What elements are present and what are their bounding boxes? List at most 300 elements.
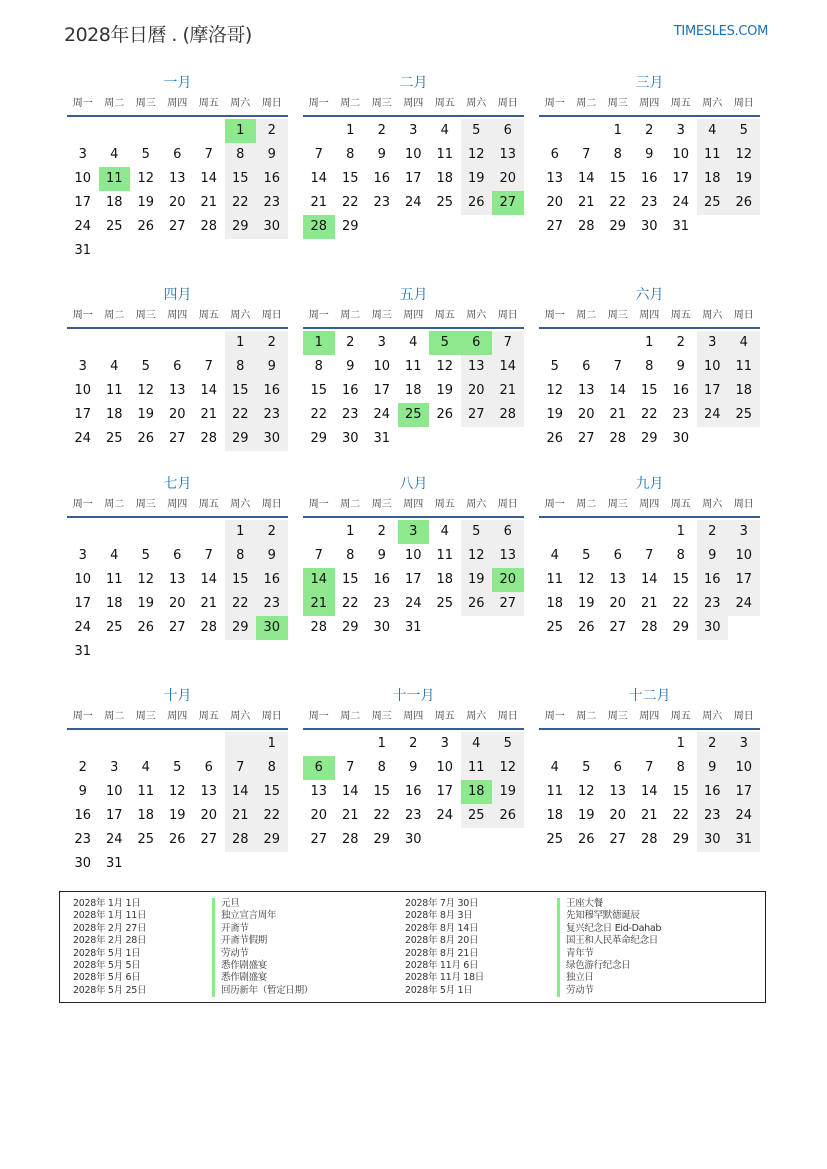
empty-cell xyxy=(571,119,603,143)
empty-cell xyxy=(539,520,571,544)
day-cell: 22 xyxy=(609,195,627,210)
day-cell: 13 xyxy=(168,572,186,587)
day-cell: 19 xyxy=(577,596,595,611)
weekday-label: 周五 xyxy=(434,499,455,510)
holiday-name: 绿色游行纪念日 xyxy=(557,960,661,972)
weekday-label: 周五 xyxy=(434,711,455,722)
day-cell: 1 xyxy=(346,524,355,539)
day-cell: 1 xyxy=(645,335,654,350)
holiday-date: 2028年 8月 21日 xyxy=(405,947,479,959)
day-cell: 7 xyxy=(645,760,654,775)
day-cell: 15 xyxy=(672,572,690,587)
day-grid xyxy=(303,331,524,451)
legend-dates-left xyxy=(73,898,146,997)
day-grid xyxy=(539,732,760,852)
weekday-header xyxy=(67,93,288,117)
day-cell: 31 xyxy=(105,856,123,871)
day-cell: 3 xyxy=(728,520,760,544)
day-cell: 3 xyxy=(377,335,386,350)
holiday-day-cell: 6 xyxy=(461,331,493,355)
day-cell: 29 xyxy=(225,616,257,640)
weekday-label: 周一 xyxy=(72,310,93,321)
day-cell: 16 xyxy=(640,171,658,186)
day-cell: 29 xyxy=(672,832,690,847)
day-cell: 24 xyxy=(728,804,760,828)
legend-dates-right xyxy=(405,898,484,997)
weekday-label: 周日 xyxy=(497,499,518,510)
day-cell: 9 xyxy=(346,359,355,374)
weekday-label: 周二 xyxy=(576,98,597,109)
day-cell: 22 xyxy=(225,592,257,616)
day-cell: 26 xyxy=(546,431,564,446)
day-cell: 4 xyxy=(110,147,119,162)
weekday-label: 周三 xyxy=(607,499,628,510)
holiday-name: 元旦 xyxy=(212,898,313,910)
day-cell: 19 xyxy=(137,407,155,422)
day-cell: 25 xyxy=(546,620,564,635)
day-cell: 21 xyxy=(609,407,627,422)
weekday-label: 周五 xyxy=(670,711,691,722)
holiday-day-cell: 3 xyxy=(398,520,430,544)
empty-cell xyxy=(539,119,571,143)
day-cell: 9 xyxy=(256,143,288,167)
weekday-label: 周一 xyxy=(544,310,565,321)
day-cell: 27 xyxy=(168,431,186,446)
month-3 xyxy=(539,73,760,239)
day-cell: 17 xyxy=(404,572,422,587)
day-cell: 26 xyxy=(137,431,155,446)
day-cell: 2 xyxy=(409,736,418,751)
empty-cell xyxy=(571,732,603,756)
day-cell: 29 xyxy=(341,219,359,234)
day-cell: 12 xyxy=(461,544,493,568)
day-cell: 31 xyxy=(404,620,422,635)
day-cell: 17 xyxy=(672,171,690,186)
weekday-label: 周六 xyxy=(466,711,487,722)
day-grid xyxy=(303,732,524,852)
day-cell: 17 xyxy=(74,195,92,210)
day-cell: 11 xyxy=(404,359,422,374)
day-cell: 28 xyxy=(640,832,658,847)
day-cell: 2 xyxy=(645,123,654,138)
weekday-label: 周三 xyxy=(135,310,156,321)
weekday-label: 周日 xyxy=(261,98,282,109)
day-cell: 29 xyxy=(310,431,328,446)
day-cell: 4 xyxy=(141,760,150,775)
empty-cell xyxy=(67,331,99,355)
month-6 xyxy=(539,285,760,451)
day-cell: 18 xyxy=(105,596,123,611)
day-cell: 10 xyxy=(404,147,422,162)
day-cell: 31 xyxy=(74,243,92,258)
day-cell: 5 xyxy=(550,359,559,374)
day-cell: 24 xyxy=(404,195,422,210)
day-cell: 24 xyxy=(672,195,690,210)
weekday-header xyxy=(303,706,524,730)
day-cell: 27 xyxy=(492,592,524,616)
day-grid xyxy=(539,331,760,451)
day-cell: 22 xyxy=(341,596,359,611)
day-cell: 22 xyxy=(310,407,328,422)
day-cell: 10 xyxy=(697,355,729,379)
day-cell: 8 xyxy=(346,548,355,563)
legend-names-right xyxy=(557,898,661,997)
month-11 xyxy=(303,686,524,852)
day-cell: 1 xyxy=(256,732,288,756)
day-grid xyxy=(67,119,288,263)
day-cell: 20 xyxy=(609,596,627,611)
day-cell: 25 xyxy=(461,804,493,828)
empty-cell xyxy=(602,520,634,544)
day-cell: 26 xyxy=(577,832,595,847)
day-cell: 24 xyxy=(728,592,760,616)
weekday-label: 周四 xyxy=(403,98,424,109)
day-cell: 18 xyxy=(436,171,454,186)
holiday-date: 2028年 11月 6日 xyxy=(405,959,479,971)
holiday-date: 2028年 5月 25日 xyxy=(73,984,147,996)
day-cell: 17 xyxy=(74,596,92,611)
day-cell: 22 xyxy=(640,407,658,422)
weekday-header xyxy=(67,305,288,329)
weekday-label: 周四 xyxy=(167,98,188,109)
empty-cell xyxy=(634,732,666,756)
month-4 xyxy=(67,285,288,451)
day-cell: 20 xyxy=(577,407,595,422)
day-cell: 14 xyxy=(310,171,328,186)
weekday-label: 周三 xyxy=(607,310,628,321)
day-cell: 13 xyxy=(461,355,493,379)
day-cell: 29 xyxy=(225,215,257,239)
day-cell: 18 xyxy=(105,195,123,210)
day-cell: 28 xyxy=(200,620,218,635)
day-cell: 8 xyxy=(225,355,257,379)
holiday-name: 开斋节假期 xyxy=(212,935,313,947)
day-cell: 17 xyxy=(697,379,729,403)
day-cell: 5 xyxy=(141,359,150,374)
day-cell: 25 xyxy=(105,219,123,234)
day-cell: 17 xyxy=(404,171,422,186)
day-cell: 19 xyxy=(137,596,155,611)
month-name: 三月 xyxy=(635,75,664,91)
day-cell: 11 xyxy=(436,147,454,162)
day-cell: 23 xyxy=(256,191,288,215)
weekday-header xyxy=(303,93,524,117)
weekday-label: 周一 xyxy=(72,499,93,510)
holiday-name: 先知穆罕默德诞辰 xyxy=(557,910,661,922)
holiday-name: 国王和人民革命纪念日 xyxy=(557,935,661,947)
holiday-name: 独立宣言周年 xyxy=(212,910,313,922)
holiday-day-cell: 18 xyxy=(461,780,493,804)
weekday-label: 周四 xyxy=(639,98,660,109)
day-cell: 8 xyxy=(613,147,622,162)
day-cell: 23 xyxy=(74,832,92,847)
day-cell: 29 xyxy=(640,431,658,446)
day-cell: 25 xyxy=(105,620,123,635)
day-cell: 8 xyxy=(645,359,654,374)
day-cell: 13 xyxy=(168,171,186,186)
day-cell: 19 xyxy=(728,167,760,191)
weekday-label: 周日 xyxy=(733,499,754,510)
empty-cell xyxy=(193,732,225,756)
empty-cell xyxy=(99,520,131,544)
day-cell: 28 xyxy=(200,431,218,446)
day-cell: 7 xyxy=(204,548,213,563)
day-cell: 23 xyxy=(697,804,729,828)
month-name: 一月 xyxy=(163,75,192,91)
weekday-label: 周二 xyxy=(576,499,597,510)
weekday-label: 周四 xyxy=(167,499,188,510)
weekday-label: 周四 xyxy=(639,310,660,321)
empty-cell xyxy=(130,732,162,756)
day-cell: 6 xyxy=(550,147,559,162)
empty-cell xyxy=(193,331,225,355)
day-cell: 20 xyxy=(200,808,218,823)
day-cell: 3 xyxy=(409,123,418,138)
day-cell: 2 xyxy=(377,123,386,138)
weekday-label: 周三 xyxy=(371,499,392,510)
day-cell: 31 xyxy=(74,644,92,659)
day-cell: 29 xyxy=(256,828,288,852)
day-cell: 4 xyxy=(550,548,559,563)
day-cell: 18 xyxy=(546,596,564,611)
holiday-day-cell: 30 xyxy=(256,616,288,640)
day-cell: 11 xyxy=(546,572,564,587)
day-cell: 20 xyxy=(461,379,493,403)
day-cell: 13 xyxy=(168,383,186,398)
day-cell: 29 xyxy=(225,427,257,451)
day-cell: 2 xyxy=(676,335,685,350)
day-cell: 13 xyxy=(200,784,218,799)
weekday-label: 周五 xyxy=(198,310,219,321)
day-cell: 16 xyxy=(373,171,391,186)
day-cell: 4 xyxy=(409,335,418,350)
day-cell: 13 xyxy=(609,784,627,799)
day-cell: 20 xyxy=(310,808,328,823)
day-cell: 22 xyxy=(373,808,391,823)
legend-names-left xyxy=(212,898,313,997)
day-cell: 11 xyxy=(546,784,564,799)
day-cell: 25 xyxy=(436,596,454,611)
weekday-label: 周四 xyxy=(167,711,188,722)
day-cell: 8 xyxy=(256,756,288,780)
day-cell: 26 xyxy=(168,832,186,847)
day-cell: 1 xyxy=(676,524,685,539)
day-cell: 14 xyxy=(225,780,257,804)
day-cell: 29 xyxy=(672,620,690,635)
weekday-label: 周六 xyxy=(230,98,251,109)
day-cell: 5 xyxy=(728,119,760,143)
day-cell: 1 xyxy=(225,520,257,544)
empty-cell xyxy=(130,520,162,544)
day-cell: 23 xyxy=(404,808,422,823)
day-cell: 11 xyxy=(697,143,729,167)
weekday-label: 周三 xyxy=(371,98,392,109)
day-cell: 5 xyxy=(141,548,150,563)
weekday-label: 周六 xyxy=(466,310,487,321)
day-cell: 5 xyxy=(461,520,493,544)
day-cell: 25 xyxy=(105,431,123,446)
empty-cell xyxy=(602,331,634,355)
day-grid xyxy=(539,119,760,239)
day-cell: 5 xyxy=(582,760,591,775)
day-cell: 3 xyxy=(78,548,87,563)
day-cell: 13 xyxy=(577,383,595,398)
empty-cell xyxy=(99,119,131,143)
day-cell: 15 xyxy=(609,171,627,186)
day-cell: 6 xyxy=(173,147,182,162)
day-cell: 8 xyxy=(225,143,257,167)
day-cell: 12 xyxy=(546,383,564,398)
day-cell: 28 xyxy=(640,620,658,635)
day-cell: 16 xyxy=(256,568,288,592)
weekday-label: 周三 xyxy=(371,711,392,722)
day-cell: 24 xyxy=(436,808,454,823)
day-cell: 9 xyxy=(377,548,386,563)
day-cell: 2 xyxy=(377,524,386,539)
day-cell: 9 xyxy=(256,355,288,379)
month-name: 八月 xyxy=(399,476,428,492)
day-cell: 14 xyxy=(200,383,218,398)
day-cell: 7 xyxy=(314,147,323,162)
weekday-label: 周五 xyxy=(670,98,691,109)
day-cell: 12 xyxy=(436,359,454,374)
day-cell: 7 xyxy=(204,147,213,162)
day-cell: 10 xyxy=(672,147,690,162)
weekday-label: 周一 xyxy=(308,98,329,109)
weekday-label: 周三 xyxy=(135,98,156,109)
holiday-date: 2028年 5月 6日 xyxy=(73,972,141,984)
day-cell: 16 xyxy=(256,167,288,191)
day-cell: 19 xyxy=(461,167,493,191)
day-cell: 24 xyxy=(105,832,123,847)
day-cell: 30 xyxy=(373,620,391,635)
day-cell: 16 xyxy=(672,383,690,398)
day-cell: 27 xyxy=(609,620,627,635)
holiday-date: 2028年 11月 18日 xyxy=(405,972,484,984)
day-cell: 20 xyxy=(546,195,564,210)
weekday-label: 周五 xyxy=(434,310,455,321)
day-cell: 27 xyxy=(310,832,328,847)
day-cell: 15 xyxy=(672,784,690,799)
day-cell: 16 xyxy=(373,572,391,587)
day-cell: 26 xyxy=(436,407,454,422)
day-cell: 25 xyxy=(697,191,729,215)
holiday-day-cell: 25 xyxy=(398,403,430,427)
month-12 xyxy=(539,686,760,852)
day-cell: 22 xyxy=(256,804,288,828)
day-cell: 20 xyxy=(168,596,186,611)
holiday-name: 悉作剧盛宴 xyxy=(212,972,313,984)
day-cell: 4 xyxy=(550,760,559,775)
day-cell: 28 xyxy=(609,431,627,446)
day-cell: 10 xyxy=(74,383,92,398)
weekday-label: 周日 xyxy=(497,98,518,109)
weekday-label: 周六 xyxy=(466,98,487,109)
day-cell: 23 xyxy=(697,592,729,616)
day-cell: 30 xyxy=(697,828,729,852)
holiday-date: 2028年 8月 3日 xyxy=(405,910,473,922)
day-cell: 7 xyxy=(314,548,323,563)
day-cell: 20 xyxy=(609,808,627,823)
holiday-day-cell: 6 xyxy=(303,756,335,780)
day-cell: 11 xyxy=(105,572,123,587)
weekday-label: 周三 xyxy=(371,310,392,321)
day-cell: 12 xyxy=(137,572,155,587)
day-cell: 16 xyxy=(74,808,92,823)
holiday-name: 开斋节 xyxy=(212,923,313,935)
day-cell: 9 xyxy=(697,544,729,568)
weekday-label: 周五 xyxy=(198,98,219,109)
empty-cell xyxy=(99,331,131,355)
empty-cell xyxy=(67,119,99,143)
day-cell: 12 xyxy=(168,784,186,799)
day-cell: 15 xyxy=(640,383,658,398)
day-cell: 20 xyxy=(492,167,524,191)
day-cell: 18 xyxy=(546,808,564,823)
day-cell: 1 xyxy=(377,736,386,751)
holiday-date: 2028年 8月 14日 xyxy=(405,922,479,934)
day-cell: 17 xyxy=(74,407,92,422)
day-cell: 12 xyxy=(577,784,595,799)
day-cell: 19 xyxy=(492,780,524,804)
day-cell: 24 xyxy=(74,219,92,234)
empty-cell xyxy=(67,520,99,544)
day-cell: 13 xyxy=(492,544,524,568)
empty-cell xyxy=(303,119,335,143)
day-cell: 31 xyxy=(373,431,391,446)
day-grid xyxy=(67,520,288,664)
day-cell: 11 xyxy=(105,383,123,398)
day-cell: 15 xyxy=(225,568,257,592)
empty-cell xyxy=(130,331,162,355)
weekday-label: 周一 xyxy=(308,499,329,510)
empty-cell xyxy=(303,520,335,544)
holiday-day-cell: 21 xyxy=(303,592,335,616)
day-cell: 4 xyxy=(697,119,729,143)
month-2 xyxy=(303,73,524,239)
weekday-label: 周六 xyxy=(230,499,251,510)
day-cell: 9 xyxy=(78,784,87,799)
day-cell: 2 xyxy=(346,335,355,350)
day-cell: 19 xyxy=(577,808,595,823)
day-cell: 14 xyxy=(492,355,524,379)
empty-cell xyxy=(162,732,194,756)
weekday-label: 周五 xyxy=(434,98,455,109)
day-cell: 22 xyxy=(225,403,257,427)
empty-cell xyxy=(571,520,603,544)
weekday-label: 周四 xyxy=(639,711,660,722)
day-grid xyxy=(303,520,524,640)
day-cell: 15 xyxy=(373,784,391,799)
day-cell: 5 xyxy=(173,760,182,775)
day-cell: 14 xyxy=(640,784,658,799)
day-cell: 29 xyxy=(373,832,391,847)
site-name[interactable]: TIMESLES.COM xyxy=(673,24,768,39)
day-cell: 30 xyxy=(640,219,658,234)
day-cell: 21 xyxy=(310,195,328,210)
month-7 xyxy=(67,474,288,664)
day-cell: 17 xyxy=(728,780,760,804)
day-cell: 12 xyxy=(577,572,595,587)
day-cell: 19 xyxy=(137,195,155,210)
empty-cell xyxy=(634,520,666,544)
day-cell: 3 xyxy=(676,123,685,138)
day-cell: 16 xyxy=(341,383,359,398)
month-name: 十二月 xyxy=(628,688,671,704)
day-cell: 12 xyxy=(728,143,760,167)
day-cell: 24 xyxy=(404,596,422,611)
day-cell: 15 xyxy=(310,383,328,398)
